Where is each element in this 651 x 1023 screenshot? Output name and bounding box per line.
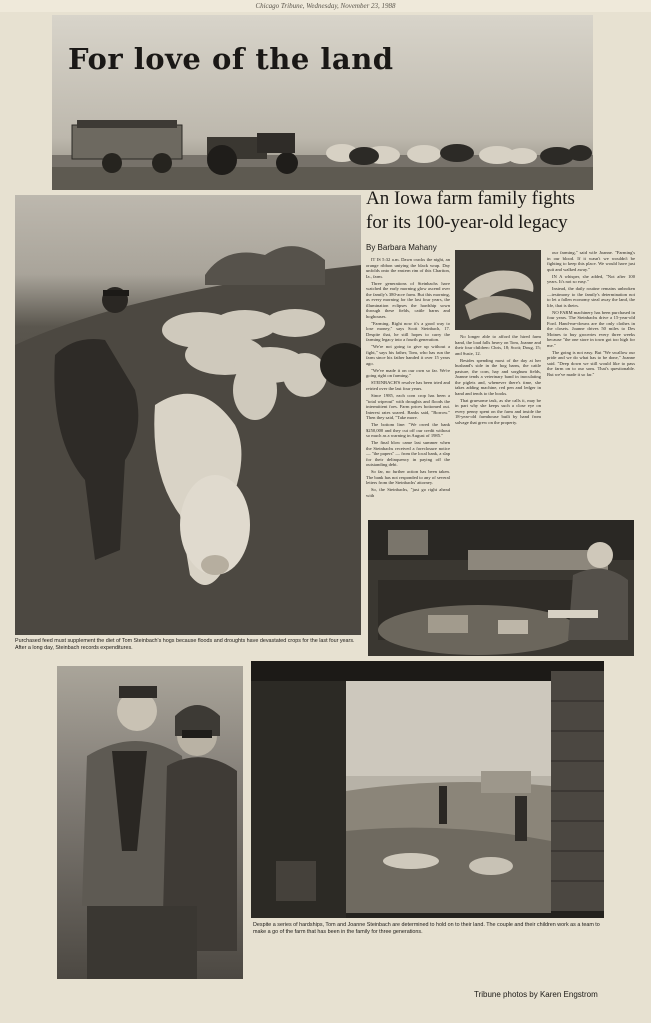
col2-paragraph: Besides spending most of the day at her husband's side in the hog barns, the cattle pasture, the corn, hay and sorghum fields, Joanne tends a veterinary band in inoculating the piglets and, whenever there's time, she takes adding machine, red pen and ledger in hand and tends to the books.: [455, 357, 541, 396]
article-column-1: [366, 257, 450, 517]
col1-paragraph: Three generations of Steinbachs have watched the early morning glow ascend over the family's 380-acre farm. But this morning, as every morning for the last four years, the illumination eclipses the hardship sown through these fields, cattle barns and hoghouses.: [366, 280, 450, 319]
col1-paragraph: "Farming. Right now it's a good way to lose money," says Scott Steinbach, 17. Despite that, he still hopes to carry the farming legacy into a fourth generation.: [366, 320, 450, 343]
photo-credit: Tribune photos by Karen Engstrom: [474, 990, 598, 999]
caption-barn: Despite a series of hardships, Tom and Joanne Steinbach are determined to hold on to their land. The couple and their children work as a team to make a go of the farm that has been in the family for three generations.: [253, 922, 600, 935]
col3-paragraph: our farming," said wife Joanne. "Farming's in our blood. If it wasn't we wouldn't be fighting to keep this place. We would have just quit and walked away.": [547, 250, 635, 272]
barn-illustration: [251, 661, 604, 918]
masthead-strip: Chicago Tribune, Wednesday, November 23, 1988: [0, 0, 651, 12]
article-column-3: [547, 250, 635, 516]
hands-illustration: [455, 250, 541, 330]
col3-paragraph: Instead, the daily routine remains unbroken—testimony to the family's determination not to let a fallen economy steal away the land, the life, that is theirs.: [547, 286, 635, 308]
col1-paragraph: The bottom line: "We owed the bank $250,000 and they cut off our credit without so much as a warning in August of 1985.": [366, 422, 450, 439]
caption-hogs: Purchased feed must supplement the diet of Tom Steinbach's hogs because floods and droughts have devastated crops for the last four years. After a long day, Steinbach records expenditures.: [15, 638, 355, 651]
byline: By Barbara Mahany: [366, 243, 437, 252]
col3-paragraph: IN A whisper, she added, "Not after 100 years. It's not so easy.": [547, 273, 635, 285]
couple-illustration: [57, 666, 243, 979]
col1-paragraph: IT IS 5:32 a.m. Dawn cracks the night, an orange ribbon untying the black wrap. Day unfolds onto the eastern rim of this Chariton, Ia., farm.: [366, 257, 450, 279]
col1-paragraph: So far, no further action has been taken. The bank has not responded to any of several letters from the Steinbachs' attorney.: [366, 469, 450, 486]
article-subheadline: [366, 187, 636, 235]
col1-paragraph: So, the Steinbachs, "just go right ahead with: [366, 487, 450, 498]
photo-hands: [455, 250, 541, 330]
hogs-illustration: [15, 195, 361, 635]
photo-couple: [57, 666, 243, 979]
col1-paragraph: The final blow came last summer when the Steinbachs received a foreclosure notice — "the papers" — from the local bank, a slap for their delinquency in paying off the outstanding debt.: [366, 440, 450, 468]
photo-kitchen-bookkeeping: [368, 520, 634, 656]
col3-paragraph: The going is not easy. But "We swallow our pride and we do what has to be done," Joanne said. "Deep down we still would like to pass the farm on to our sons. That's questionable. But we've made it so far.": [547, 349, 635, 377]
col3-paragraph: NO FARM machinery has been purchased in four years. The Steinbachs drive a 15-year-old Ford. Hand-me-downs are the only clothes in the closets. Joanne drives 50 miles to Des Moines to buy groceries every three weeks because "the one store in town got too high for me.": [547, 309, 635, 348]
photo-farmer-with-hogs: [15, 195, 361, 635]
col1-paragraph: "We've made it on our own so far. We're going right on farming.": [366, 367, 450, 379]
photo-barn-doorway: [251, 661, 604, 918]
subheadline-line-1: An Iowa farm family fights: [366, 188, 575, 209]
col1-paragraph: Since 1985, each corn crop has been a "total wipeout" with droughts and floods the intermittent foes. Farm prices bottomed out. Interest rates soared. Banks said, "Borrow." Then they said, "Take more.: [366, 393, 450, 421]
col2-paragraph: No longer able to afford the hired farm hand, the load falls heavy on Tom, Joanne and their four children: Chris, 18; Scott; Doug, 15; and Susie, 12.: [455, 334, 541, 356]
col1-paragraph: "We're not going to give up without a fight," says his father, Tom, who has run the farm since his father handed it over 15 years ago.: [366, 344, 450, 366]
subheadline-line-2: for its 100-year-old legacy: [366, 212, 568, 233]
article-column-2: [455, 334, 541, 514]
main-headline: For love of the land: [68, 42, 394, 76]
col2-paragraph: That gruesome task, as she calls it, may be in part why she keeps such a close eye on every penny spent on the farm and inside the 18-year-old farmhouse built by hand from salvage that grew on the property.: [455, 397, 541, 425]
col1-paragraph: STEINBACH'S resolve has been tried and retried over the last four years.: [366, 380, 450, 391]
kitchen-illustration: [368, 520, 634, 656]
